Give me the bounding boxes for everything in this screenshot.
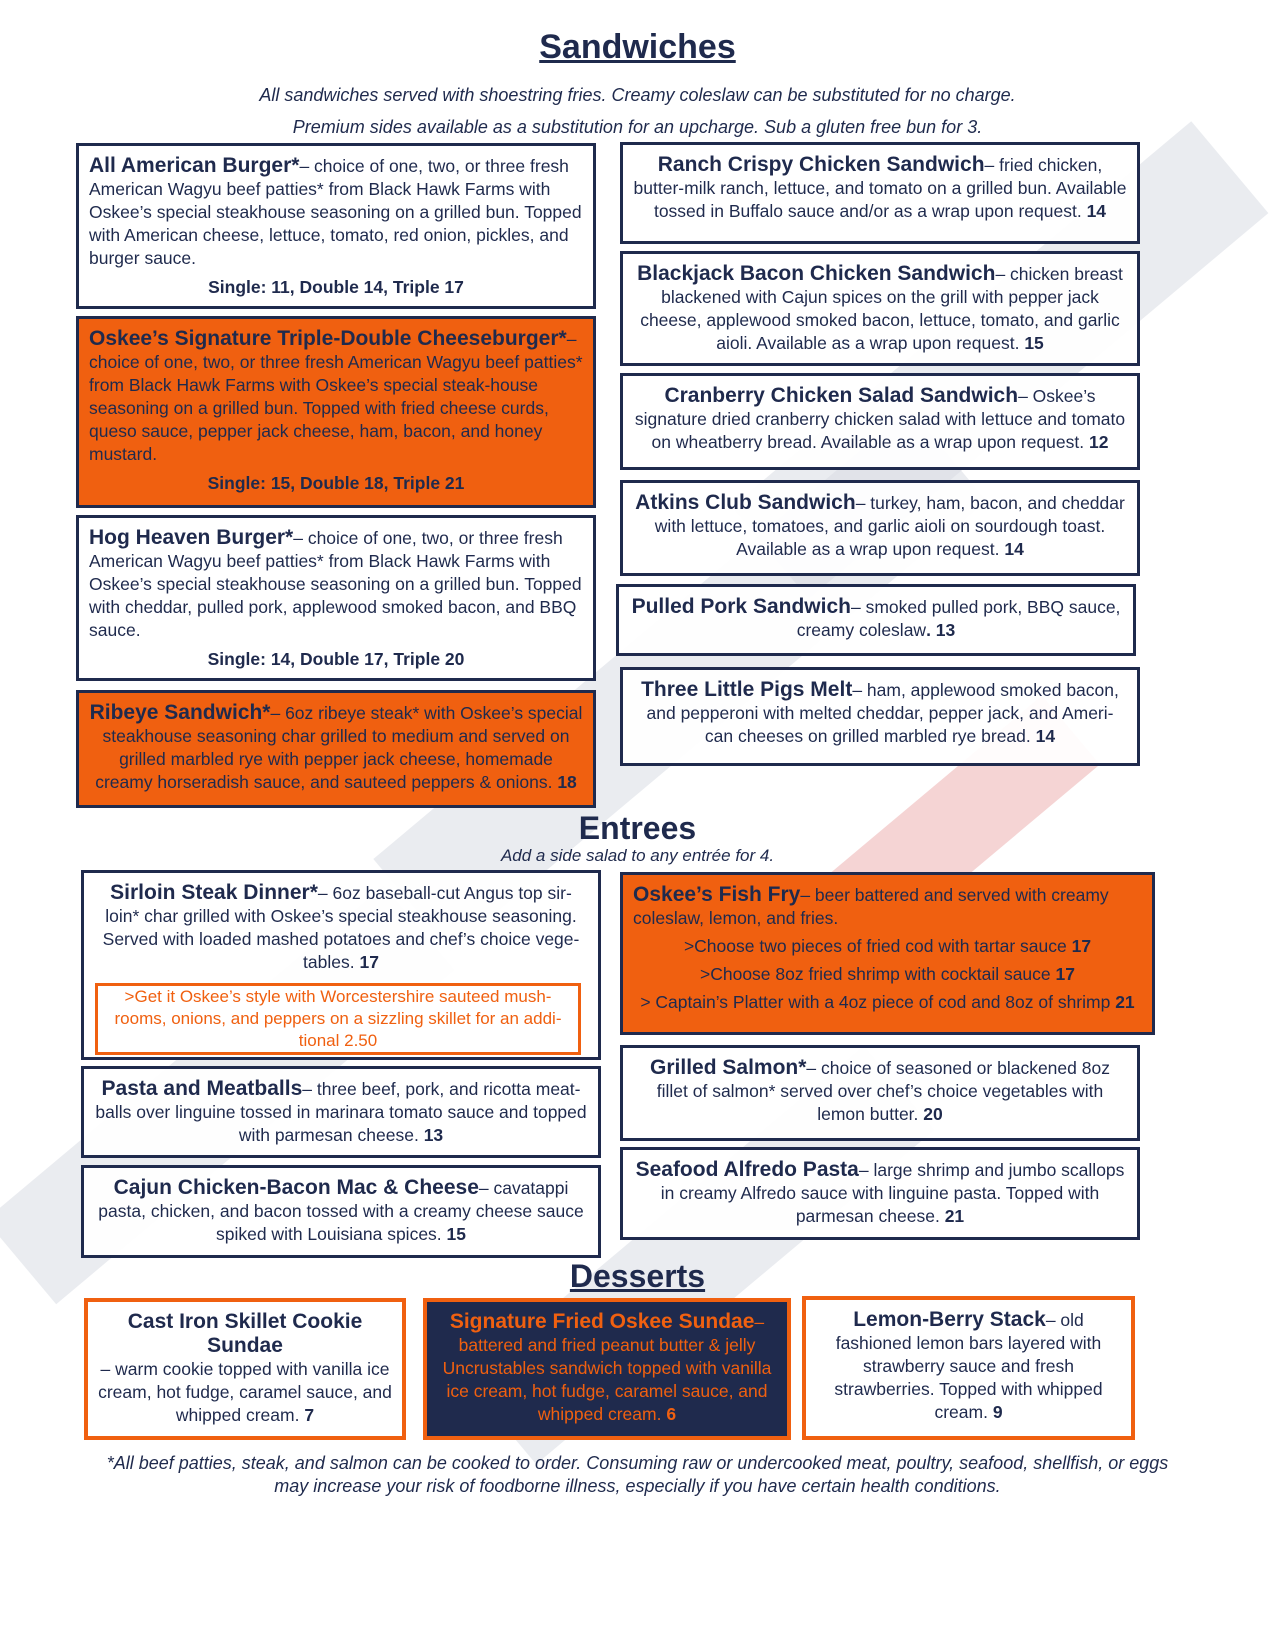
item-name: Sirloin Steak Dinner*	[110, 881, 318, 904]
item-sizes: Single: 11, Double 14, Triple 17	[208, 277, 464, 297]
item-price: 9	[992, 1402, 1003, 1422]
item-lemon-berry-stack	[802, 1296, 1135, 1440]
item-name: Oskee’s Signature Triple-Double Cheeseburger*	[89, 327, 567, 350]
item-desc: – beer battered and served with creamy coleslaw, lemon, and fries.	[633, 885, 1109, 928]
item-price: 13	[423, 1125, 444, 1145]
item-desc: – ham, applewood smoked bacon, and pepperoni with melted cheddar, pepper jack, and Ameri-can cheeses on grilled marbled rye bread.	[646, 680, 1119, 746]
sirloin-oskee-style-note: >Get it Oskee’s style with Worcestershire sauteed mush-rooms, onions, and peppers on a sizzling skillet for an addi-tional 2.50	[95, 983, 581, 1055]
item-pulled-pork	[616, 584, 1136, 656]
item-price: 21	[944, 1206, 965, 1226]
item-cranberry-chicken-salad	[620, 373, 1140, 470]
fish-option-shrimp: >Choose 8oz fried shrimp with cocktail sauce 17	[700, 964, 1075, 984]
fish-option-captains-platter: > Captain’s Platter with a 4oz piece of cod and 8oz of shrimp 21	[640, 992, 1135, 1012]
item-name: Cast Iron Skillet Cookie Sundae	[127, 1310, 363, 1357]
item-all-american-burger	[76, 143, 596, 309]
item-desc: – chicken breast blackened with Cajun spices on the grill with pepper jack cheese, applewood smoked bacon, lettuce, tomato, and garlic aioli. Available as a wrap upon request.	[640, 264, 1123, 353]
item-desc: – battered and fried peanut butter & jelly Uncrustables sandwich topped with vanilla ice cream, hot fudge, caramel sauce, and whipped cream.	[442, 1312, 772, 1424]
item-name: Signature Fried Oskee Sundae	[449, 1310, 755, 1333]
item-three-little-pigs	[620, 667, 1140, 766]
item-name: Cajun Chicken-Bacon Mac & Cheese	[113, 1176, 479, 1199]
item-price: 7	[304, 1405, 315, 1425]
item-price: 6	[666, 1404, 677, 1424]
item-desc: – cavatappi pasta, chicken, and bacon tossed with a creamy cheese sauce spiked with Louisiana spices.	[98, 1178, 584, 1244]
item-cajun-chicken-bacon-mac	[81, 1165, 601, 1258]
desserts-title: Desserts	[569, 1258, 706, 1294]
item-oskee-fish-fry	[620, 872, 1155, 1035]
item-atkins-club	[620, 480, 1140, 576]
item-name: All American Burger*	[89, 154, 300, 177]
item-desc: – 6oz baseball-cut Angus top sir-loin* char grilled with Oskee’s special steakhouse seasoning. Served with loaded mashed potatoes and chef’s choice vege-tables.	[102, 883, 580, 972]
item-signature-triple-double	[76, 316, 596, 508]
item-blackjack-bacon-chicken	[620, 251, 1140, 366]
footer-disclaimer	[60, 1452, 1215, 1498]
sandwiches-note-1: All sandwiches served with shoestring fries. Creamy coleslaw can be substituted for no charge.	[259, 85, 1016, 105]
item-price: 15	[1024, 333, 1044, 353]
item-name: Pasta and Meatballs	[101, 1077, 303, 1100]
item-name: Pulled Pork Sandwich	[631, 595, 851, 618]
item-desc: – Oskee’s signature dried cranberry chicken salad with lettuce and tomato on wheatberry bread. Available as a wrap upon request.	[634, 386, 1126, 452]
item-name: Three Little Pigs Melt	[641, 678, 853, 701]
item-desc: – smoked pulled pork, BBQ sauce, creamy coleslaw	[796, 597, 1121, 640]
item-name: Ranch Crispy Chicken Sandwich	[657, 153, 985, 176]
item-name: Cranberry Chicken Salad Sandwich	[664, 384, 1019, 407]
item-name: Atkins Club Sandwich	[635, 491, 856, 514]
item-desc: – choice of one, two, or three fresh American Wagyu beef patties* from Black Hawk Farms with Oskee’s special steakhouse seasoning on a grilled bun. Topped with cheddar, pulled pork, applewood smoked bacon, and BBQ sauce.	[89, 528, 582, 640]
item-desc: – three beef, pork, and ricotta meat-balls over linguine tossed in marinara tomato sauce and topped with parmesan cheese.	[95, 1079, 587, 1145]
item-desc: – warm cookie topped with vanilla ice cream, hot fudge, caramel sauce, and whipped cream.	[98, 1359, 392, 1425]
item-grilled-salmon	[620, 1045, 1140, 1141]
item-desc: – fried chicken, butter-milk ranch, lettuce, and tomato on a grilled bun. Available tossed in Buffalo sauce and/or as a wrap upon request.	[633, 155, 1127, 221]
item-desc: – large shrimp and jumbo scallops in creamy Alfredo sauce with linguine pasta. Topped with parmesan cheese.	[660, 1160, 1125, 1226]
sandwiches-note-2: Premium sides available as a substitution for an upcharge. Sub a gluten free bun for 3.	[292, 117, 983, 137]
item-hog-heaven-burger	[76, 515, 596, 681]
fish-option-cod: >Choose two pieces of fried cod with tartar sauce 17	[683, 936, 1092, 956]
item-name: Seafood Alfredo Pasta	[635, 1158, 859, 1181]
item-desc: – 6oz ribeye steak* with Oskee’s special steakhouse seasoning char grilled to medium and served on grilled marbled rye with pepper jack cheese, homemade creamy horseradish sauce, and sauteed peppers & onions.	[95, 703, 583, 792]
item-name: Lemon-Berry Stack	[853, 1308, 1046, 1331]
item-sizes: Single: 14, Double 17, Triple 20	[207, 649, 465, 669]
item-name: Ribeye Sandwich*	[89, 701, 271, 724]
item-name: Hog Heaven Burger*	[89, 526, 294, 549]
item-price: 14	[1035, 726, 1056, 746]
item-signature-fried-sundae	[423, 1298, 791, 1440]
footer-line-2: may increase your risk of foodborne illness, especially if you have certain health conditions.	[274, 1476, 1001, 1496]
item-ranch-crispy-chicken	[620, 142, 1140, 244]
item-name: Grilled Salmon*	[650, 1056, 807, 1079]
item-price: 17	[359, 952, 379, 972]
item-name: Oskee’s Fish Fry	[633, 883, 801, 906]
item-price: . 13	[926, 620, 956, 640]
entrees-title: Entrees	[578, 810, 697, 846]
item-desc: – turkey, ham, bacon, and cheddar with lettuce, tomatoes, and garlic aioli on sourdough toast. Available as a wrap upon request.	[654, 493, 1125, 559]
item-ribeye-sandwich	[76, 690, 596, 808]
item-price: 15	[446, 1224, 467, 1244]
item-price: 14	[1086, 201, 1107, 221]
item-desc: – choice of one, two, or three fresh American Wagyu beef patties* from Black Hawk Farms with Oskee’s special steakhouse seasoning on a grilled bun. Topped with American cheese, lettuce, tomato, red onion, pickles, and burger sauce.	[89, 156, 582, 268]
entrees-note: Add a side salad to any entrée for 4.	[500, 846, 775, 865]
item-name: Blackjack Bacon Chicken Sandwich	[637, 262, 996, 285]
item-pasta-and-meatballs	[81, 1066, 601, 1158]
item-price: 12	[1089, 432, 1109, 452]
item-cast-iron-cookie-sundae	[84, 1298, 406, 1440]
sandwiches-title: Sandwiches	[539, 28, 736, 66]
item-price: 20	[923, 1104, 943, 1124]
item-desc: – old fashioned lemon bars layered with strawberry sauce and fresh strawberries. Topped with whipped cream.	[834, 1310, 1103, 1422]
item-desc: – choice of seasoned or blackened 8oz fillet of salmon* served over chef’s choice vegetables with lemon butter.	[656, 1058, 1110, 1124]
item-price: 14	[1004, 539, 1024, 559]
item-desc: – choice of one, two, or three fresh American Wagyu beef patties* from Black Hawk Farms with Oskee’s special steak-house seasoning on a grilled bun. Topped with fried cheese curds, queso sauce, pepper jack cheese, ham, bacon, and honey mustard.	[89, 329, 583, 464]
item-sizes: Single: 15, Double 18, Triple 21	[207, 473, 465, 493]
item-price: 18	[557, 772, 577, 792]
item-seafood-alfredo	[620, 1147, 1140, 1240]
footer-line-1: *All beef patties, steak, and salmon can be cooked to order. Consuming raw or undercooked meat, poultry, seafood, shellfish, or eggs	[106, 1453, 1169, 1473]
